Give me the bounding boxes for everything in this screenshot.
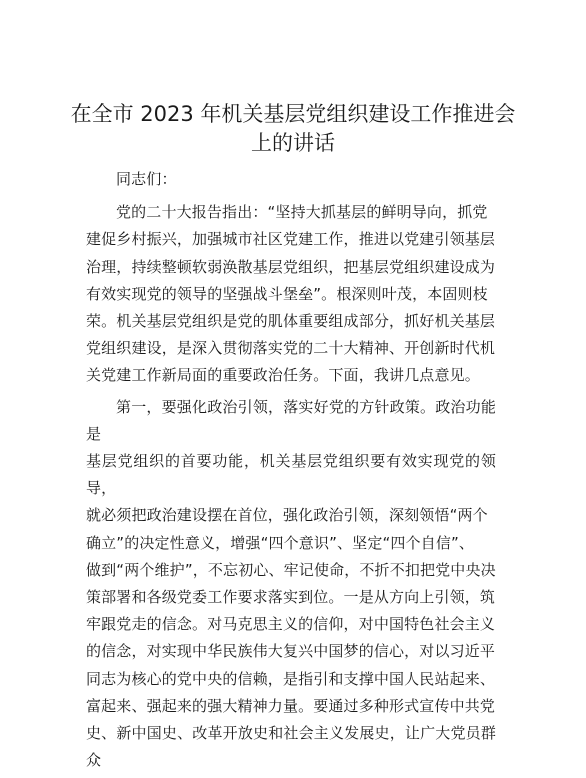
title-line-1: 在全市 2023 年机关基层党组织建设工作推进会 xyxy=(70,102,516,126)
text-line: 确立”的决定性意义，增强“四个意识”、坚定“四个自信”、 xyxy=(86,533,475,552)
text-line: 第一，要强化政治引领，落实好党的方针政策。政治功能是 xyxy=(86,397,496,443)
text-line: 基层党组织的首要功能，机关基层党组织要有效实现党的领导， xyxy=(86,452,496,498)
text-line: 有效实现党的领导的坚强战斗堡垒”。根深则叶茂，本固则枝 xyxy=(86,284,488,303)
page-title xyxy=(60,100,526,158)
document-body xyxy=(86,166,496,778)
text-line: 史、新中国史、改革开放史和社会主义发展史，让广大党员群众 xyxy=(86,724,496,770)
text-line: 就必须把政治建设摆在首位，强化政治引领，深刻领悟“两个 xyxy=(86,506,488,525)
text-line: 做到“两个维护”，不忘初心、牢记使命，不折不扣把党中央决 xyxy=(86,560,496,579)
text-line: 富起来、强起来的强大精神力量。要通过多种形式宣传中共党 xyxy=(86,696,496,715)
text-line: 建促乡村振兴，加强城市社区党建工作，推进以党建引领基层 xyxy=(86,230,496,249)
salutation: 同志们： xyxy=(116,170,177,188)
paragraph-2 xyxy=(86,394,496,775)
text-line: 荣。机关基层党组织是党的肌体重要组成部分，抓好机关基层 xyxy=(86,312,496,331)
text-line: 牢跟党走的信念。对马克思主义的信仰，对中国特色社会主义 xyxy=(86,615,496,634)
text-line: 的信念，对实现中华民族伟大复兴中国梦的信心，对以习近平 xyxy=(86,642,496,661)
paragraph-1 xyxy=(86,199,496,389)
text-line: 同志为核心的党中央的信赖，是指引和支撑中国人民站起来、 xyxy=(86,669,496,688)
text-line: 策部署和各级党委工作要求落实到位。一是从方向上引领，筑 xyxy=(86,588,496,607)
text-line: 治理，持续整顿软弱涣散基层党组织，把基层党组织建设成为 xyxy=(86,257,496,276)
text-line: 党的二十大报告指出：“坚持大抓基层的鲜明导向，抓党 xyxy=(116,203,488,222)
title-line-2: 上的讲话 xyxy=(251,131,335,155)
text-line: 关党建工作新局面的重要政治任务。下面，我讲几点意见。 xyxy=(86,366,480,385)
text-line: 党组织建设，是深入贯彻落实党的二十大精神、开创新时代机 xyxy=(86,339,496,358)
